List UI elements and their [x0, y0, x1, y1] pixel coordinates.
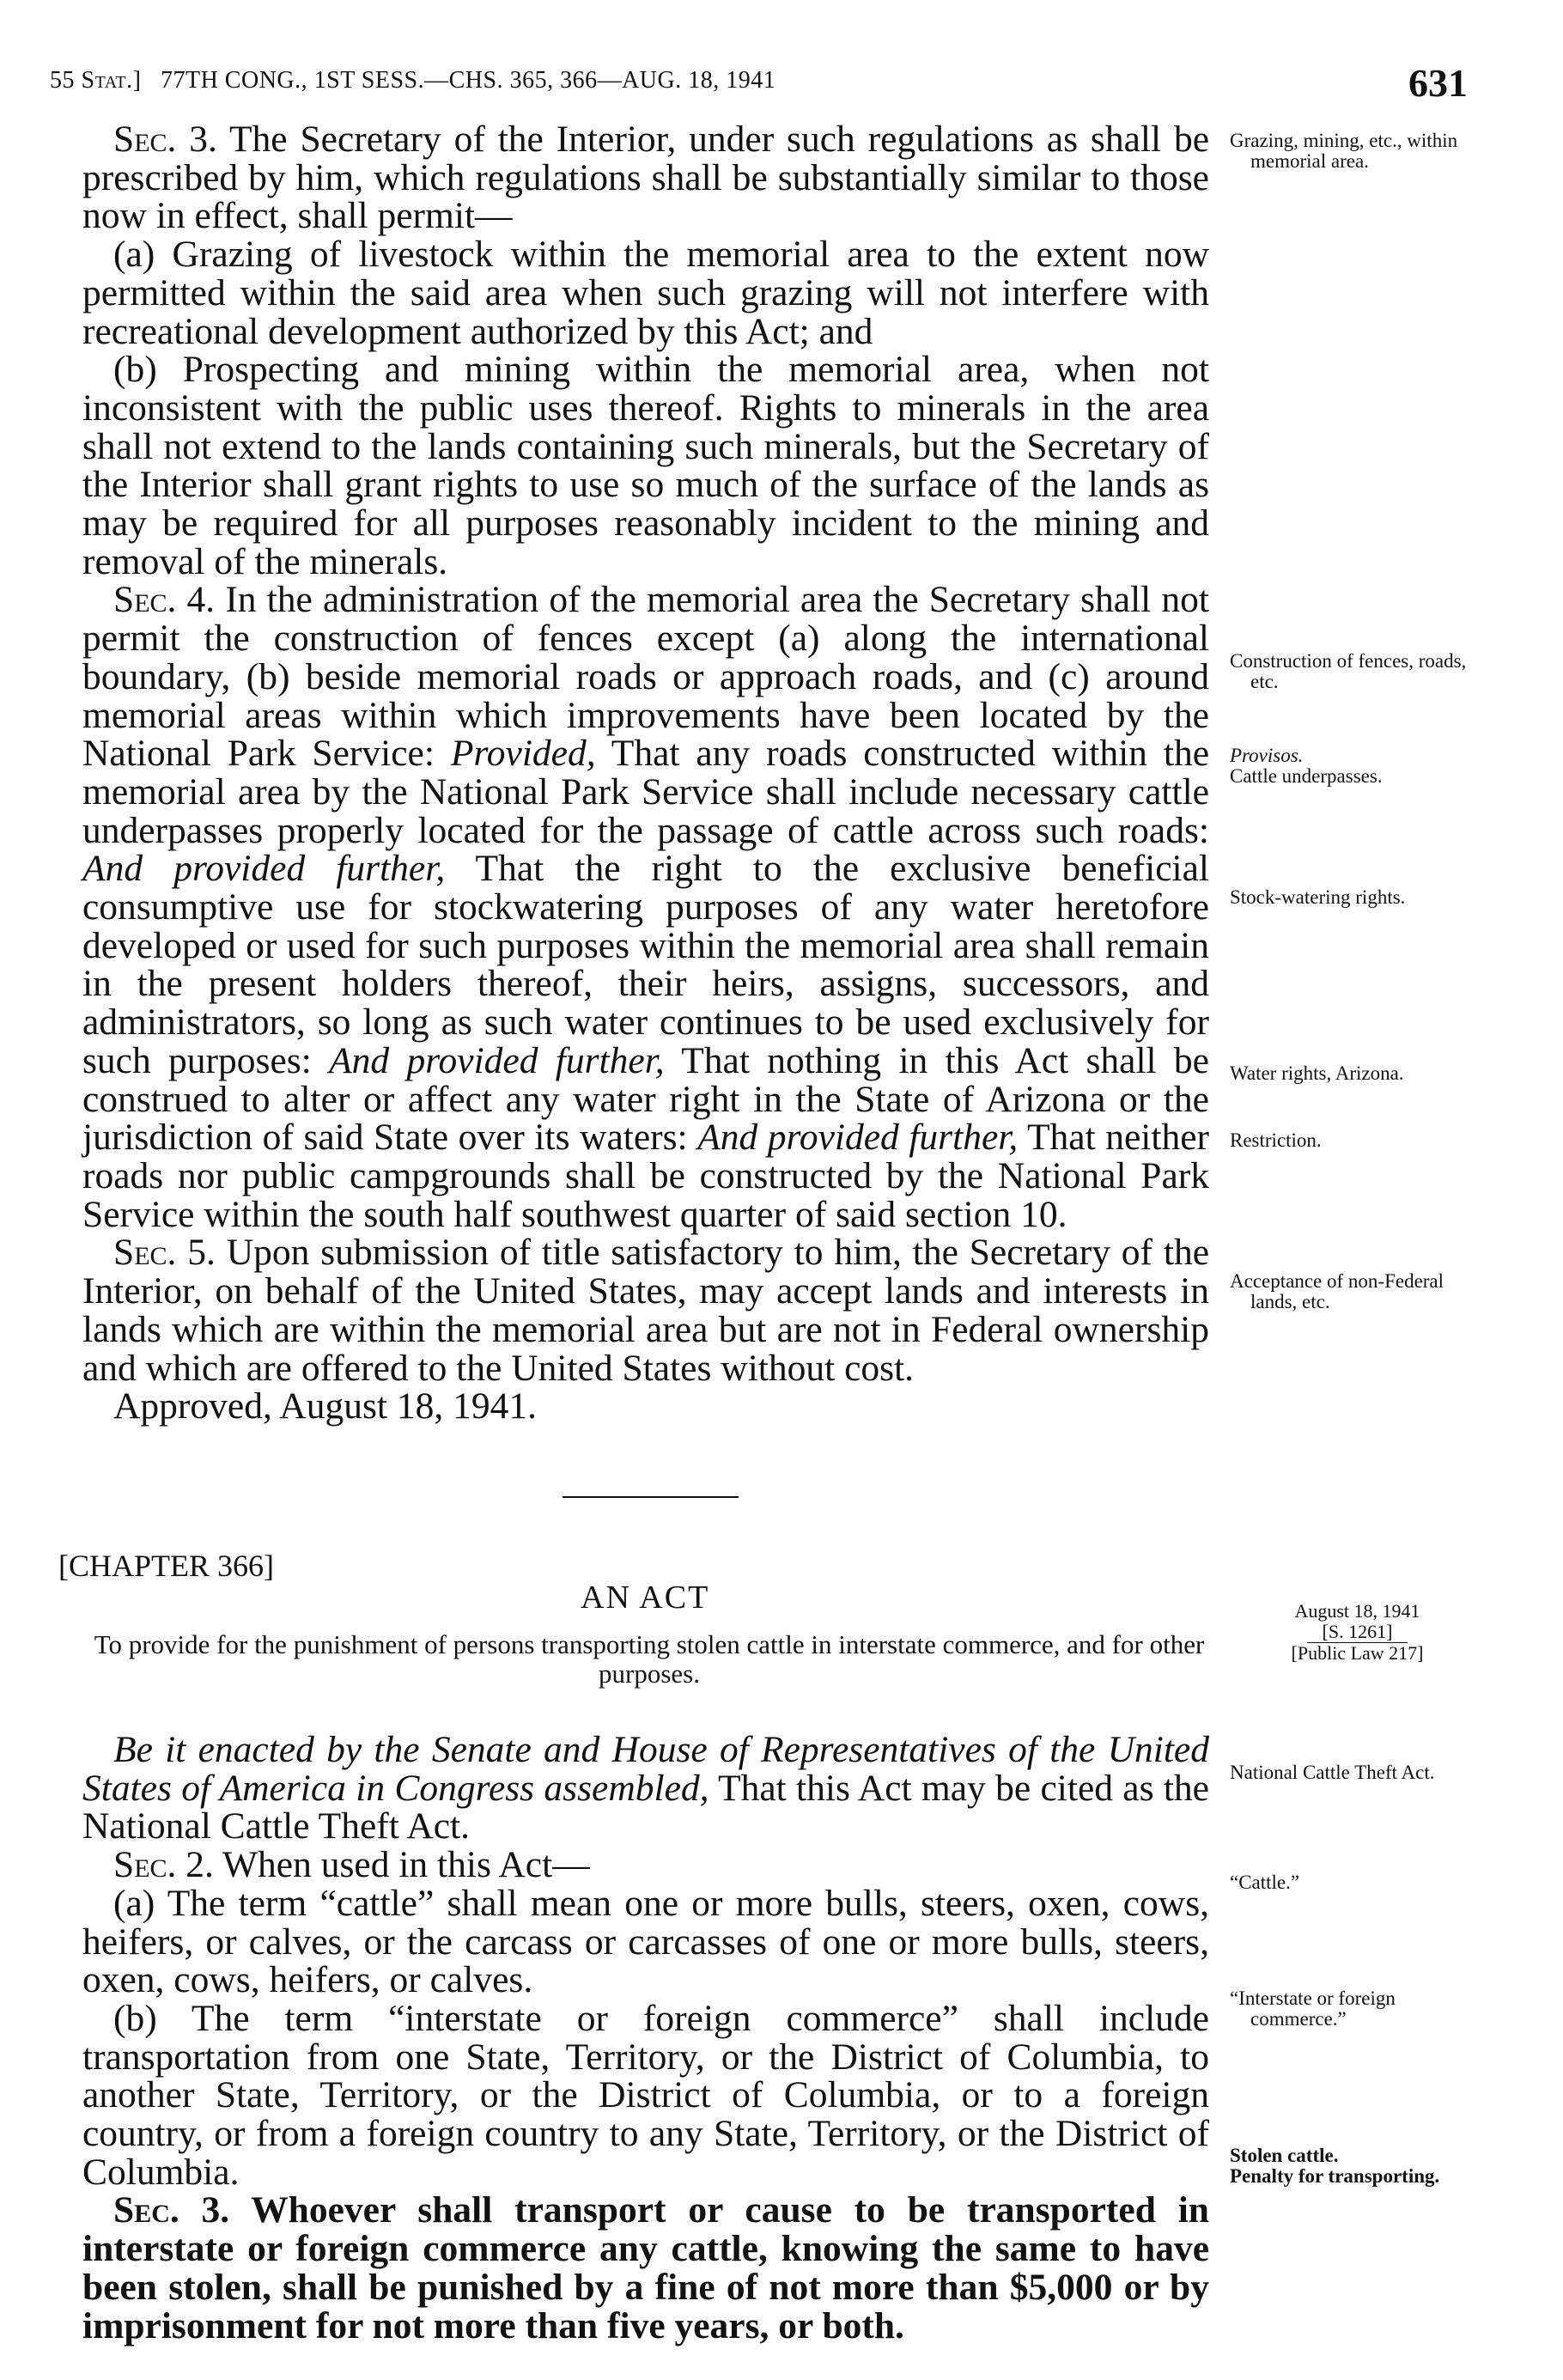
ch366-sec2-label: Sec. 2. [113, 1844, 214, 1886]
sec3-intro [82, 120, 1209, 235]
ch366-sec3-text: Whoever shall transport or cause to be transported in interstate or foreign commerce any cattle, knowing the same to have been stolen, shall be punished by a fine of not more than $5,000 or by imprisonment for not more than five years, or both. [82, 2189, 1209, 2347]
volume-suffix: ] [132, 67, 142, 94]
margin-note-cattle-underpasses: Cattle underpasses. [1230, 765, 1383, 787]
sec4-text1: In the administration of the memorial area the Secretary shall not permit the construction of fences except (a) along the international boundary, (b) beside memorial roads or approach roads, and (c) around memorial areas within which improvements have been located by the National Park Service: [82, 579, 1209, 775]
sec3-label: Sec. 3. [113, 119, 217, 160]
bill-number: [S. 1261] [1307, 1622, 1408, 1643]
proviso-1: Provided, [450, 733, 596, 775]
enacting-clause [82, 1731, 1209, 1846]
enacting-rest: That this Act may be cited as the National Cattle Theft Act. [82, 1767, 1209, 1847]
section-divider [563, 1496, 739, 1498]
ch366-sec2-a: (a) The term “cattle” shall mean one or more bulls, steers, oxen, cows, heifers, or calves, or the carcass or carcasses of one or more bulls, steers, oxen, cows, heifers, or calves. [82, 1882, 1209, 2001]
citation: 77TH CONG., 1ST SESS.—CHS. 365, 366—AUG. 18, 1941 [160, 67, 776, 94]
volume-prefix: 55 [50, 67, 82, 94]
sec4-text3: That the right to the exclusive beneficial consumptive use for stockwatering purposes of any water heretofore developed or used for such purposes within the memorial area shall remain in the present holders thereof, their heirs, assigns, successors, and administrators, so long as such water continues to be used exclusively for such purposes: [82, 848, 1209, 1081]
margin-note-cattle-definition: “Cattle.” [1230, 1872, 1300, 1893]
margin-note-stolen-cattle: Stolen cattle. [1230, 2145, 1339, 2166]
margin-note-acceptance: Acceptance of non-Federal lands, etc. [1230, 1270, 1444, 1312]
sec3-b: (b) Prospecting and mining within the memorial area, when not inconsistent with the public uses thereof. Rights to minerals in the area shall not extend to the lands containing such minerals, but the Secretary of the Interior shall grant rights to use so much of the surface of the lands as may be required for all purposes reasonably incident to the mining and removal of the minerals. [82, 349, 1209, 582]
enacting-italic: Be it enacted by the Senate and House of Representatives of the United States of America in Congress assembled, [82, 1729, 1209, 1809]
ch366-sec2-b: (b) The term “interstate or foreign commerce” shall include transportation from one State, Territory, or the District of Columbia, to another State, Territory, or the District of Columbia, or to a foreign country, or from a foreign country to any State, Territory, or the District of Columbia. [82, 1997, 1209, 2193]
margin-note-construction: Construction of fences, roads, etc. [1230, 650, 1467, 692]
act-purpose: To provide for the punishment of persons transporting stolen cattle in interstate commerce, and for other purposes. [94, 1629, 1205, 1689]
margin-note-water-rights: Water rights, Arizona. [1230, 1062, 1404, 1084]
chapter-label: [CHAPTER 366] [58, 1549, 274, 1583]
sec4 [82, 581, 1209, 1233]
sec4-text2: That any roads constructed within the memorial area by the National Park Service shall include necessary cattle underpasses properly located for the passage of cattle across such roads: [82, 733, 1210, 851]
chapter-366-text [82, 1731, 1209, 2345]
proviso-2: And provided further, [82, 848, 446, 890]
margin-note-penalty: Penalty for transporting. [1230, 2165, 1440, 2187]
margin-note-interstate-definition: “Interstate or foreign commerce.” [1230, 1987, 1396, 2030]
sec4-text4: That nothing in this Act shall be construed to alter or affect any water right in the State of Arizona or the jurisdiction of said State over its waters: [82, 1039, 1209, 1159]
margin-note-restriction: Restriction. [1230, 1129, 1322, 1151]
ch366-sec2-intro: When used in this Act— [213, 1844, 590, 1886]
page-number: 631 [1408, 61, 1468, 105]
proviso-3: And provided further, [329, 1039, 665, 1081]
ch366-sec3-label: Sec. 3. [113, 2189, 230, 2231]
chapter-365-text [82, 120, 1209, 1426]
margin-note-stock-watering: Stock-watering rights. [1230, 886, 1406, 908]
provisos-label: Provisos. [1230, 745, 1304, 766]
sec4-label: Sec. 4. [113, 579, 216, 621]
margin-note-grazing: Grazing, mining, etc., within memorial area. [1230, 130, 1458, 172]
proviso-4: And provided further, [697, 1117, 1019, 1159]
margin-note-national-cattle: National Cattle Theft Act. [1230, 1762, 1435, 1783]
act-date: August 18, 1941 [1294, 1600, 1420, 1622]
ch366-sec3 [82, 2191, 1209, 2345]
margin-note-provisos [1230, 746, 1479, 766]
sec5 [82, 1233, 1209, 1387]
ch366-sec2 [82, 1846, 1209, 1884]
volume-statute: Stat. [81, 67, 133, 94]
running-header [50, 67, 775, 94]
sec5-text: Upon submission of title satisfactory to him, the Secretary of the Interior, on behalf of the United States, may accept lands and interests in lands which are within the memorial area but are not in Federal ownership and which are offered to the United States without cost. [82, 1232, 1210, 1389]
sec3-a: (a) Grazing of livestock within the memorial area to the extent now permitted within the said area when such grazing will not interfere with recreational development authorized by this Act; and [82, 234, 1209, 352]
act-date-block [1244, 1601, 1471, 1664]
public-law: [Public Law 217] [1291, 1642, 1424, 1664]
sec3-intro-text: The Secretary of the Interior, under such regulations as shall be prescribed by him, which regulations shall be substantially similar to those now in effect, shall permit— [82, 119, 1209, 237]
sec4-text5: That neither roads nor public campgrounds shall be constructed by the National Park Service within the south half southwest quarter of said section 10. [82, 1117, 1210, 1235]
act-title: AN ACT [581, 1580, 710, 1616]
sec5-label: Sec. 5. [113, 1232, 216, 1274]
approved-line: Approved, August 18, 1941. [113, 1385, 537, 1427]
